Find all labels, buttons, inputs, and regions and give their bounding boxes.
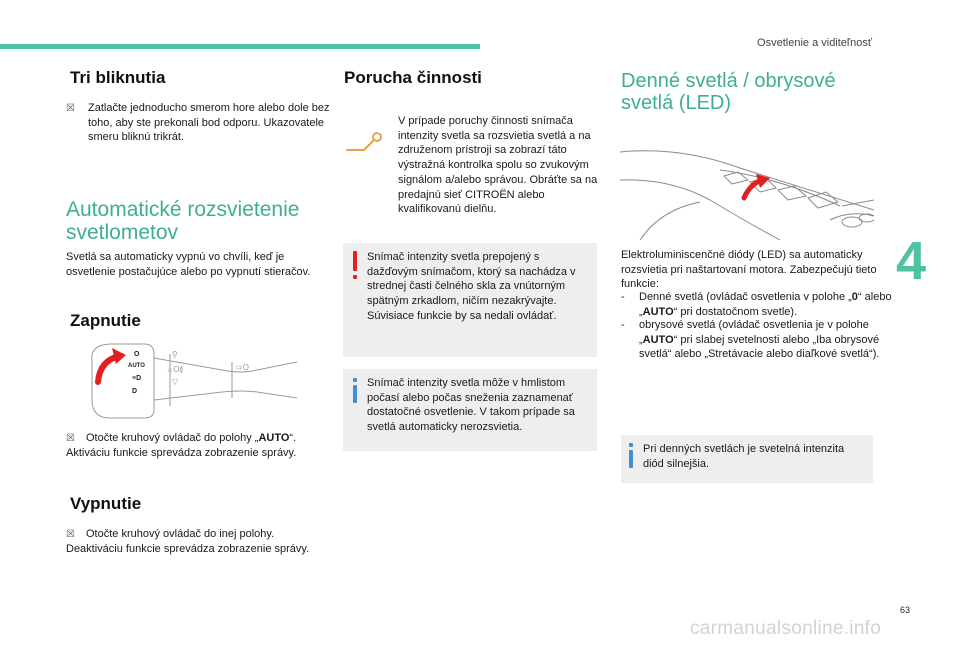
zapnutie-text: ☒ Otočte kruhový ovládač do polohy „AUTO“. Aktiváciu funkcie sprevádza zobrazenie správy. xyxy=(66,432,297,459)
bullet-mark: ☒ xyxy=(66,529,75,540)
svg-text:⇨O: ⇨O xyxy=(236,363,249,372)
denne-svetla-item-1: - Denné svetlá (ovládač osvetlenia v polohe „0“ alebo „AUTO“ pri dostatočnom svetle). xyxy=(621,291,892,318)
section-title: Osvetlenie a viditeľnosť xyxy=(757,37,872,49)
wrench-warning-icon xyxy=(344,128,384,158)
chapter-tab-number: 4 xyxy=(896,231,927,291)
stalk-label-off: O xyxy=(134,351,140,358)
heading-zapnutie: Zapnutie xyxy=(70,311,141,330)
info-icon xyxy=(353,385,357,403)
info-icon xyxy=(629,450,633,468)
stalk-label-dipped: D xyxy=(132,388,138,395)
svg-text:⚲: ⚲ xyxy=(172,350,178,359)
page-number: 63 xyxy=(900,605,911,615)
warning-exclamation-icon xyxy=(353,251,357,271)
denne-svetla-intro: Elektroluminiscenčné diódy (LED) sa automaticky rozsvietia pri naštartovaní motora. Zabezpečujú tieto funkcie: xyxy=(621,249,877,291)
warning-box xyxy=(343,243,597,357)
denne-svetla-item-2: - obrysové svetlá (ovládač osvetlenia je v polohe „AUTO“ pri slabej svetelnosti alebo „Iba obrysové svetlá“ alebo „Stretávacie alebo diaľkové svetlá“). xyxy=(621,319,880,361)
heading-porucha-cinnosti: Porucha činnosti xyxy=(344,68,482,87)
svg-text:☼O≬: ☼O≬ xyxy=(166,365,184,374)
warning-box-text: Snímač intenzity svetla prepojený s dažďovým snímačom, ktorý sa nachádza v strednej časti čelného skla za vnútorným spätným zrkadlom, ničím nezakrývajte. Súvisiace funkcie by sa nedali ovládať. xyxy=(367,251,576,322)
bullet-mark: ☒ xyxy=(66,103,75,114)
vypnutie-text: ☒ Otočte kruhový ovládač do inej polohy. Deaktiváciu funkcie sprevádza zobrazenie správy. xyxy=(66,528,310,555)
tri-bliknutia-text: ☒ Zatlačte jednoducho smerom hore alebo dole bez toho, aby ste prekonali bod odporu. Ukazovatele smeru bliknú trikrát. xyxy=(66,102,330,144)
svg-text:▽: ▽ xyxy=(172,377,179,386)
heading-automaticke-rozsvietenie: Automatické rozsvietenie svetlometov xyxy=(66,198,300,245)
heading-vypnutie: Vypnutie xyxy=(70,494,142,513)
heading-denne-svetla: Denné svetlá / obrysové svetlá (LED) xyxy=(621,70,836,114)
led-info-box xyxy=(621,435,873,483)
header-accent-bar xyxy=(0,44,480,49)
led-info-text: Pri denných svetlách je svetelná intenzita diód silnejšia. xyxy=(643,443,845,470)
stalk-label-auto: AUTO xyxy=(128,363,145,369)
stalk-label-position: ≡D xyxy=(132,375,142,382)
led-headlamp-illustration xyxy=(620,140,874,240)
bullet-mark: ☒ xyxy=(66,433,75,444)
automaticke-text: Svetlá sa automaticky vypnú vo chvíli, keď je osvetlenie postačujúce alebo po vypnutí stieračov. xyxy=(66,251,311,278)
info-box xyxy=(343,369,597,451)
porucha-text: V prípade poruchy činnosti snímača intenzity svetla sa rozsvietia svetlá a na združenom prístroji sa zobrazí táto výstražná kontrolka spolu so zvukovým signálom a/alebo správou. Obráťte sa na predajnú sieť CITROËN alebo kvalifikovanú dielňu. xyxy=(398,115,598,216)
watermark: carmanualsonline.info xyxy=(690,618,882,639)
light-stalk-illustration xyxy=(82,340,322,420)
heading-tri-bliknutia: Tri bliknutia xyxy=(70,68,166,87)
info-box-text: Snímač intenzity svetla môže v hmlistom počasí alebo počas sneženia zaznamenať dostatočné osvetlenie. V takom prípade sa svetlá automaticky nerozsvietia. xyxy=(367,377,575,434)
